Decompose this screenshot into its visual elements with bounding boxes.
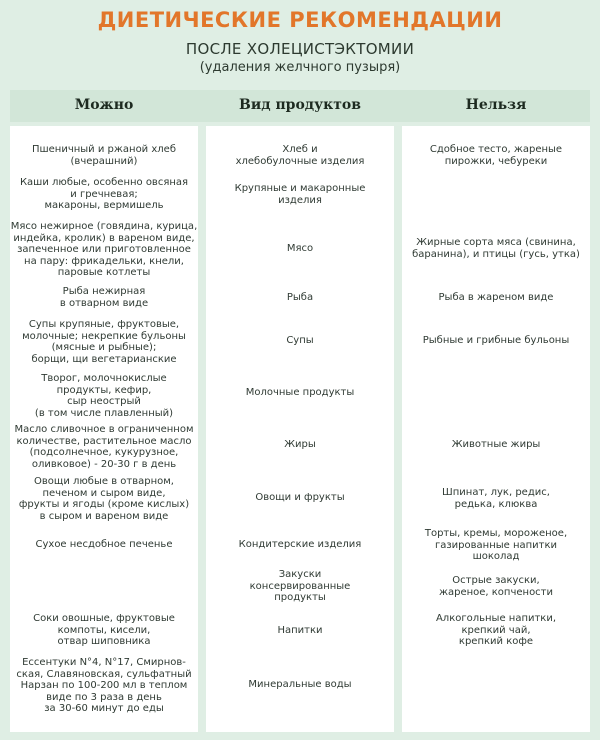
product-cell: Рыба — [286, 292, 314, 303]
product-cell: Жиры — [284, 439, 316, 450]
forbidden-cell: Острые закуски, жареное, копчености — [438, 575, 554, 598]
column-header-product: Вид продуктов — [239, 97, 361, 113]
forbidden-cell: Торты, кремы, мороженое, газированные напитки шоколад — [424, 528, 568, 562]
page-title: ДИЕТИЧЕСКИЕ РЕКОМЕНДАЦИИ — [97, 8, 503, 32]
product-cell: Хлеб и хлебобулочные изделия — [235, 144, 365, 167]
product-cell: Супы — [286, 335, 314, 346]
forbidden-cell: Животные жиры — [451, 439, 541, 450]
product-cell: Крупяные и макаронные изделия — [234, 183, 366, 206]
allowed-cell: Сухое несдобное печенье — [35, 539, 173, 550]
allowed-cell: Каши любые, особенно овсяная и гречневая; макароны, вермишель — [19, 177, 189, 211]
allowed-cell: Овощи любые в отварном, печеном и сыром виде, фрукты и ягоды (кроме кислых) в сыром и вареном виде — [18, 476, 190, 522]
product-cell: Овощи и фрукты — [255, 492, 345, 503]
product-cell: Молочные продукты — [245, 387, 355, 398]
page-subtitle-note: (удаления желчного пузыря) — [199, 60, 401, 75]
allowed-cell: Рыба нежирная в отварном виде — [59, 286, 149, 309]
forbidden-cell: Рыбные и грибные бульоны — [422, 335, 570, 346]
forbidden-cell: Алкогольные напитки, крепкий чай, крепкий кофе — [435, 613, 557, 647]
allowed-cell: Творог, молочнокислые продукты, кефир, сыр неострый (в том числе плавленный) — [34, 373, 174, 419]
allowed-cell: Пшеничный и ржаной хлеб (вчерашний) — [31, 144, 176, 167]
allowed-cell: Мясо нежирное (говядина, курица, индейка, кролик) в вареном виде, запеченное или приготовленное на пару: фрикадельки, кнели, паровые котлеты — [10, 221, 198, 278]
forbidden-cell: Рыба в жареном виде — [438, 292, 554, 303]
product-cell: Закуски консервированные продукты — [249, 569, 351, 603]
product-cell: Мясо — [286, 243, 314, 254]
forbidden-cell: Шпинат, лук, редис, редька, клюква — [442, 487, 550, 510]
product-cell: Кондитерские изделия — [238, 539, 362, 550]
allowed-cell: Супы крупяные, фруктовые, молочные; некрепкие бульоны (мясные и рыбные); борщи, щи вегетарианские — [22, 319, 186, 365]
allowed-cell: Ессентуки N°4, N°17, Смирнов- ская, Славяновская, сульфатный Нарзан по 100-200 мл в теплом виде по 3 раза в день за 30-60 минут до еды — [16, 657, 192, 714]
product-cell: Напитки — [277, 625, 323, 636]
column-header-forbidden: Нельзя — [465, 97, 527, 113]
forbidden-cell: Сдобное тесто, жареные пирожки, чебуреки — [429, 144, 563, 167]
column-product — [206, 126, 394, 732]
column-header-allowed: Можно — [74, 97, 134, 113]
page-subtitle: ПОСЛЕ ХОЛЕЦИСТЭКТОМИИ — [185, 40, 415, 58]
allowed-cell: Масло сливочное в ограниченном количестве, растительное масло (подсолнечное, кукурузное, оливковое) - 20-30 г в день — [14, 424, 194, 470]
product-cell: Минеральные воды — [248, 679, 352, 690]
allowed-cell: Соки овошные, фруктовые компоты, кисели, отвар шиповника — [33, 613, 175, 647]
forbidden-cell: Жирные сорта мяса (свинина, баранина), и птицы (гусь, утка) — [412, 237, 580, 260]
